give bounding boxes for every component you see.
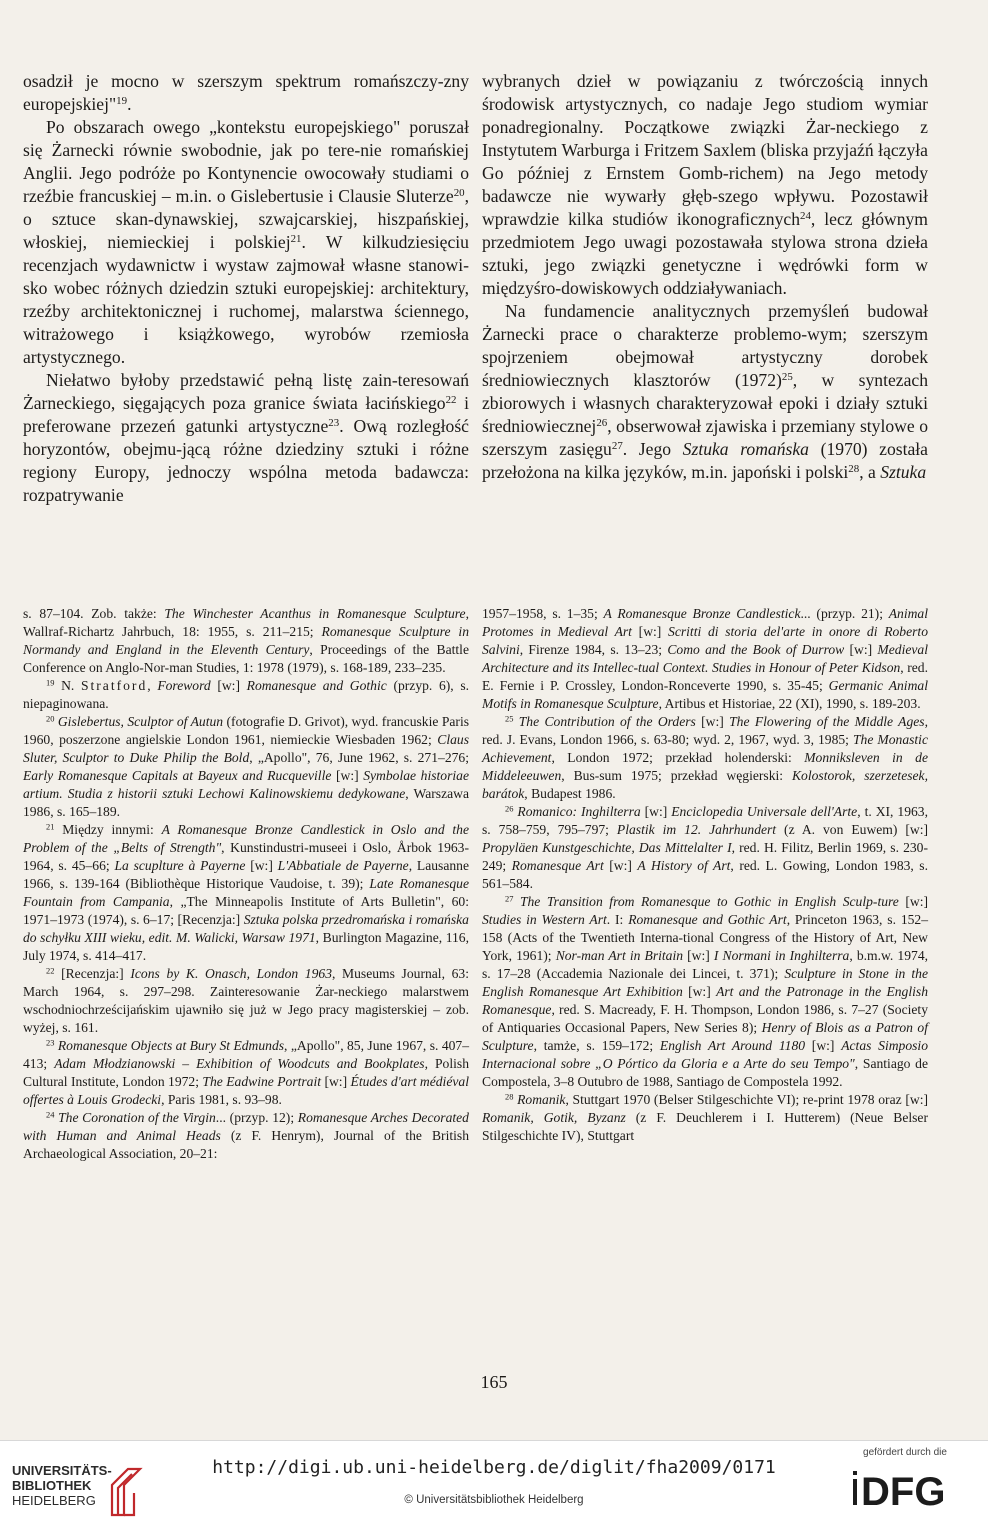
footnote-23: $^{23}$ Romanesque Objects at Bury St Edmunds, „Apollo", 85, June 1967, s. 407–413; Adam Młodzianowski – Exhibition of Woodcuts and Bookplates, Polish Cultural Institute, London 1972; The Eadwine Portrait [w:] Études d'art médiéval offertes à Louis Grodecki, Paris 1981, s. 93–98. (23, 1037, 470, 1107)
body-paragraph: osadził je mocno w szerszym spektrum romańszczy-zny europejskiej"$^{19}$. (23, 71, 469, 114)
footnote-27: $^{27}$ The Transition from Romanesque to Gothic in English Sculp-ture [w:] Studies in Western Art. I: Romanesque and Gothic Art, Princeton 1963, s. 152–158 (Acts of the Twentieth Interna-tional Congress of the History of Art, New York, 1961); Nor-man Art in Britain [w:] I Normani in Inghilterra, b.m.w. 1974, s. 17–28 (Accademia Nazionale dei Lincei, t. 371); Sculpture in Stone in the English Romanesque Art Exhibition [w:] Art and the Patronage in the English Romanesque, red. S. Macready, F. H. Thompson, London 1986, s. 7–27 (Society of Antiquaries Occasional Papers, New Series 8); Henry of Blois as a Patron of Sculpture, tamże, s. 159–172; English Art Around 1180 [w:] Actas Simposio Internacional sobre „O Pórtico da Gloria e a Arte do seu Tempo", Santiago de Compostela, 3–8 Outubro de 1988, Santiago de Compostela 1992. (482, 893, 929, 1089)
footnote-24: $^{24}$ The Coronation of the Virgin... (przyp. 12); Romanesque Arches Decorated with Human and Animal Heads (z F. Henrym), Journal of the British Archaeological Association, 20–21: (23, 1109, 469, 1161)
copyright-notice: © Universitätsbibliothek Heidelberg (404, 1494, 584, 1506)
body-paragraph: Po obszarach owego „kontekstu europejskiego" poruszał się Żarnecki równie swobodnie, jak po tere-nie romańskiej Anglii. Jego podróże po Kontynencie owocowały studiami o rzeźbie francuskiej – m.in. o Gislebertusie i Clausie Sluterze$^{20}$, o sztuce skan-dynawskiej, szwajcarskiej, hiszpańskiej, włoskiej, niemieckiej i polskiej$^{21}$. W kilkudziesięciu recenzjach wydawnictw i wystaw zajmował własne stanowi-sko wobec różnych dziedzin sztuki europejskiej: architektury, rzeźby architektonicznej i ruchomej, malarstwa ściennego, witrażowego i książkowego, wyrobów rzemiosła artystycznego. (23, 117, 469, 367)
dfg-wordmark: DFG (861, 1470, 946, 1511)
source-url-link[interactable]: http://digi.ub.uni-heidelberg.de/diglit/fha2009/0171 (212, 1457, 776, 1478)
footnotes-column-left (23, 605, 469, 1163)
library-name-line2: BIBLIOTHEK (12, 1478, 92, 1493)
body-column-left (23, 70, 469, 507)
funder-note: gefördert durch die (863, 1447, 947, 1458)
body-column-right (482, 70, 928, 484)
footnotes-column-right (482, 605, 928, 1145)
footnote-19: $^{19}$ N. Stratford, Foreword [w:] Romanesque and Gothic (przyp. 6), s. niepaginowana. (23, 677, 470, 711)
footnote-28: $^{28}$ Romanik, Stuttgart 1970 (Belser Stilgeschichte VI); re-print 1978 oraz [w:] Romanik, Gotik, Byzanz (z F. Deuchlerem i I. Hutterem) (Neue Belser Stilgeschichte IV), Stuttgart (482, 1091, 928, 1143)
footnote: s. 87–104. Zob. także: The Winchester Acanthus in Romanesque Sculpture, Wallraf-Richartz Jahrbuch, 18: 1955, s. 211–215; Romanesque Sculpture in Normandy and England in the Eleventh Century, Proceedings of the Battle Conference on Anglo-Nor-man Studies, 1: 1978 (1979), s. 168-189, 233–235. (23, 606, 469, 675)
page-number: 165 (480, 1372, 508, 1392)
body-paragraph: wybranych dzieł w powiązaniu z twórczością innych środowisk artystycznych, co nadaje Jego studiom wymiar ponadregionalny. Początkowe związki Żar-neckiego z Instytutem Warburga i Fritzem Saxlem (bliska przyjaźń łączyła Go później z Ernstem Gomb-richem) na Jego metody badawcze nie wywarły głęb-szego wpływu. Pozostawił wprawdzie kilka studiów ikonograficznych$^{24}$, lecz głównym przedmiotem Jego uwagi pozostawała stylowa strona dzieła sztuki, jego związki genetyczne i wędrówki form w międzyśro-dowiskowych oddziaływaniach. (482, 71, 928, 298)
footnote-26: $^{26}$ Romanico: Inghilterra [w:] Enciclopedia Universale dell'Arte, t. XI, 1963, s. 758–759, 795–797; Plastik im 12. Jahrhundert (z A. von Euwem) [w:] Propyläen Kunstgeschichte, Das Mittelalter I, red. H. Filitz, Berlin 1969, s. 230-249; Romanesque Art [w:] A History of Art, red. L. Gowing, London 1983, s. 561–584. (482, 803, 929, 891)
library-name-line1: UNIVERSITÄTS- (12, 1463, 112, 1478)
footnote-20: $^{20}$ Gislebertus, Sculptor of Autun (fotografie D. Grivot), wyd. francuskie Paris 1960, poszerzone angielskie London 1961, niemieckie Wiesbaden 1962; Claus Sluter, Sculptor to Duke Philip the Bold, „Apollo", 76, June 1962, s. 271–276; Early Romanesque Capitals at Bayeux and Rucqueville [w:] Symbolae historiae artium. Studia z historii sztuki Lechowi Kalinowskiemu dedykowane, Warszawa 1986, s. 165–189. (23, 713, 470, 819)
body-paragraph: Niełatwo byłoby przedstawić pełną listę zain-teresowań Żarneckiego, sięgających poza granice świata łacińskiego$^{22}$ i preferowane przezeń gatunki artystyczne$^{23}$. Ową rozległość horyzontów, obejmu-jącą różne dziedziny sztuki i różne regiony Europy, jednoczy wspólna metoda badawcza: rozpatrywanie (23, 370, 470, 505)
footnote-22: $^{22}$ [Recenzja:] Icons by K. Onasch, London 1963, Museums Journal, 63: March 1964, s. 297–298. Zainteresowanie Żar-neckiego malarstwem wschodniochrześcijańskim ujawniło się już w Jego pracy magisterskiej – zob. wyżej, s. 161. (23, 965, 469, 1035)
body-paragraph: Na fundamencie analitycznych przemyśleń budował Żarnecki prace o charakterze problemo-wym; szerszym spojrzeniem obejmował artystyczny dorobek średniowiecznych klasztorów $(1972)^{25}$, w syntezach zbiorowych i własnych charakteryzował epoki i działy sztuki średniowiecznej$^{26}$, obserwował zjawiska i przemiany stylowe o szerszym zasięgu$^{27}$. Jego Sztuka romańska (1970) została przełożona na kilka języków, m.in. japoński i polski$^{28}$, a Sztuka (482, 301, 928, 482)
footnote: 1957–1958, s. 1–35; A Romanesque Bronze Candlestick... (przyp. 21); Animal Protomes in Medieval Art [w:] Scritti di storia del'arte in onore di Roberto Salvini, Firenze 1984, s. 13–23; Como and the Book of Durrow [w:] Medieval Architecture and its Intellec-tual Context. Studies in Honour of Peter Kidson, red. E. Fernie i P. Crossley, London-Ronceverte 1990, s. 35-45; Germanic Animal Motifs in Romanesque Sculpture, Artibus et Historiae, 22 (XI), 1990, s. 189-203. (482, 606, 929, 711)
funder-badge[interactable] (840, 1447, 970, 1531)
dfg-logo (853, 1465, 957, 1511)
library-name-line3: HEIDELBERG (12, 1493, 96, 1508)
footnote-25: $^{25}$ The Contribution of the Orders [w:] The Flowering of the Middle Ages, red. J. Evans, London 1966, s. 63-80; wyd. 2, 1967, wyd. 3, 1985; The Monastic Achievement, London 1972; przekład holenderski: Monniksleven in de Middeleeuwen, Bus-sum 1975; przekład węgierski: Kolostorok, szerzetesek, barátok, Budapest 1986. (482, 713, 928, 801)
digitization-footer (0, 1440, 988, 1537)
footnote-21: $^{21}$ Między innymi: A Romanesque Bronze Candlestick in Oslo and the Problem of the „Belts of Strength", Kunstindustri-museei i Oslo, Årbok 1963-1964, s. 45–66; La scuplture à Payerne [w:] L'Abbatiale de Payerne, Lausanne 1966, s. 139-164 (Bibliothèque Historique Vaudoise, t. 39); Late Romanesque Fountain from Campania, „The Minneapolis Institute of Arts Bulletin", 60: 1971–1973 (1974), s. 6–17; [Recenzja:] Sztuka polska przedromańska i romańska do schyłku XIII wieku, edit. M. Walicki, Warsaw 1971, Burlington Magazine, 116, July 1974, s. 414–417. (23, 821, 470, 963)
